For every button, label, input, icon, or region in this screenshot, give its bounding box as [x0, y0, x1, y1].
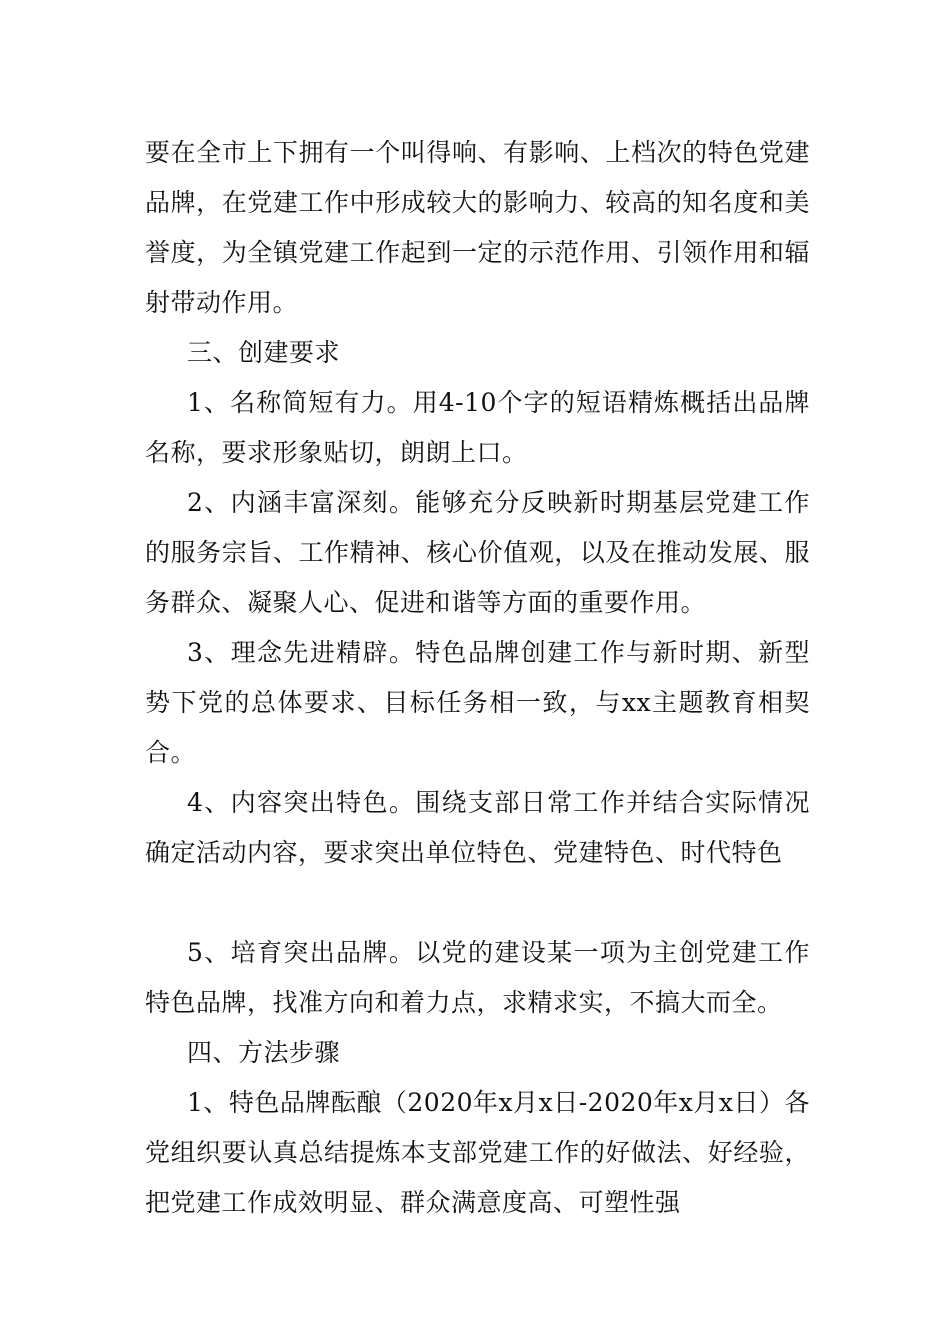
section-heading-requirements: 三、创建要求 [187, 338, 341, 367]
requirement-item-3: 3、理念先进精辟。特色品牌创建工作与新时期、新型势下党的总体要求、目标任务相一致，与xx主题教育相契合。 [145, 638, 810, 767]
paragraph-goal-continuation: 要在全市上下拥有一个叫得响、有影响、上档次的特色党建品牌，在党建工作中形成较大的影响力、较高的知名度和美誉度，为全镇党建工作起到一定的示范作用、引领作用和辐射带动作用。 [145, 138, 810, 317]
requirement-item-2: 2、内涵丰富深刻。能够充分反映新时期基层党建工作的服务宗旨、工作精神、核心价值观，以及在推动发展、服务群众、凝聚人心、促进和谐等方面的重要作用。 [145, 488, 810, 617]
requirement-item-5: 5、培育突出品牌。以党的建设某一项为主创党建工作特色品牌，找准方向和着力点，求精求实，不搞大而全。 [145, 938, 810, 1017]
blank-line [145, 878, 810, 928]
step-item-1: 1、特色品牌酝酿（2020年x月x日-2020年x月x日）各党组织要认真总结提炼本支部党建工作的好做法、好经验，把党建工作成效明显、群众满意度高、可塑性强 [145, 1088, 810, 1217]
section-heading-steps: 四、方法步骤 [187, 1038, 341, 1067]
requirement-item-4: 4、内容突出特色。围绕支部日常工作并结合实际情况确定活动内容，要求突出单位特色、党建特色、时代特色 [145, 788, 810, 867]
document-body [145, 128, 810, 1228]
requirement-item-1: 1、名称简短有力。用4-10个字的短语精炼概括出品牌名称，要求形象贴切，朗朗上口。 [145, 388, 810, 467]
